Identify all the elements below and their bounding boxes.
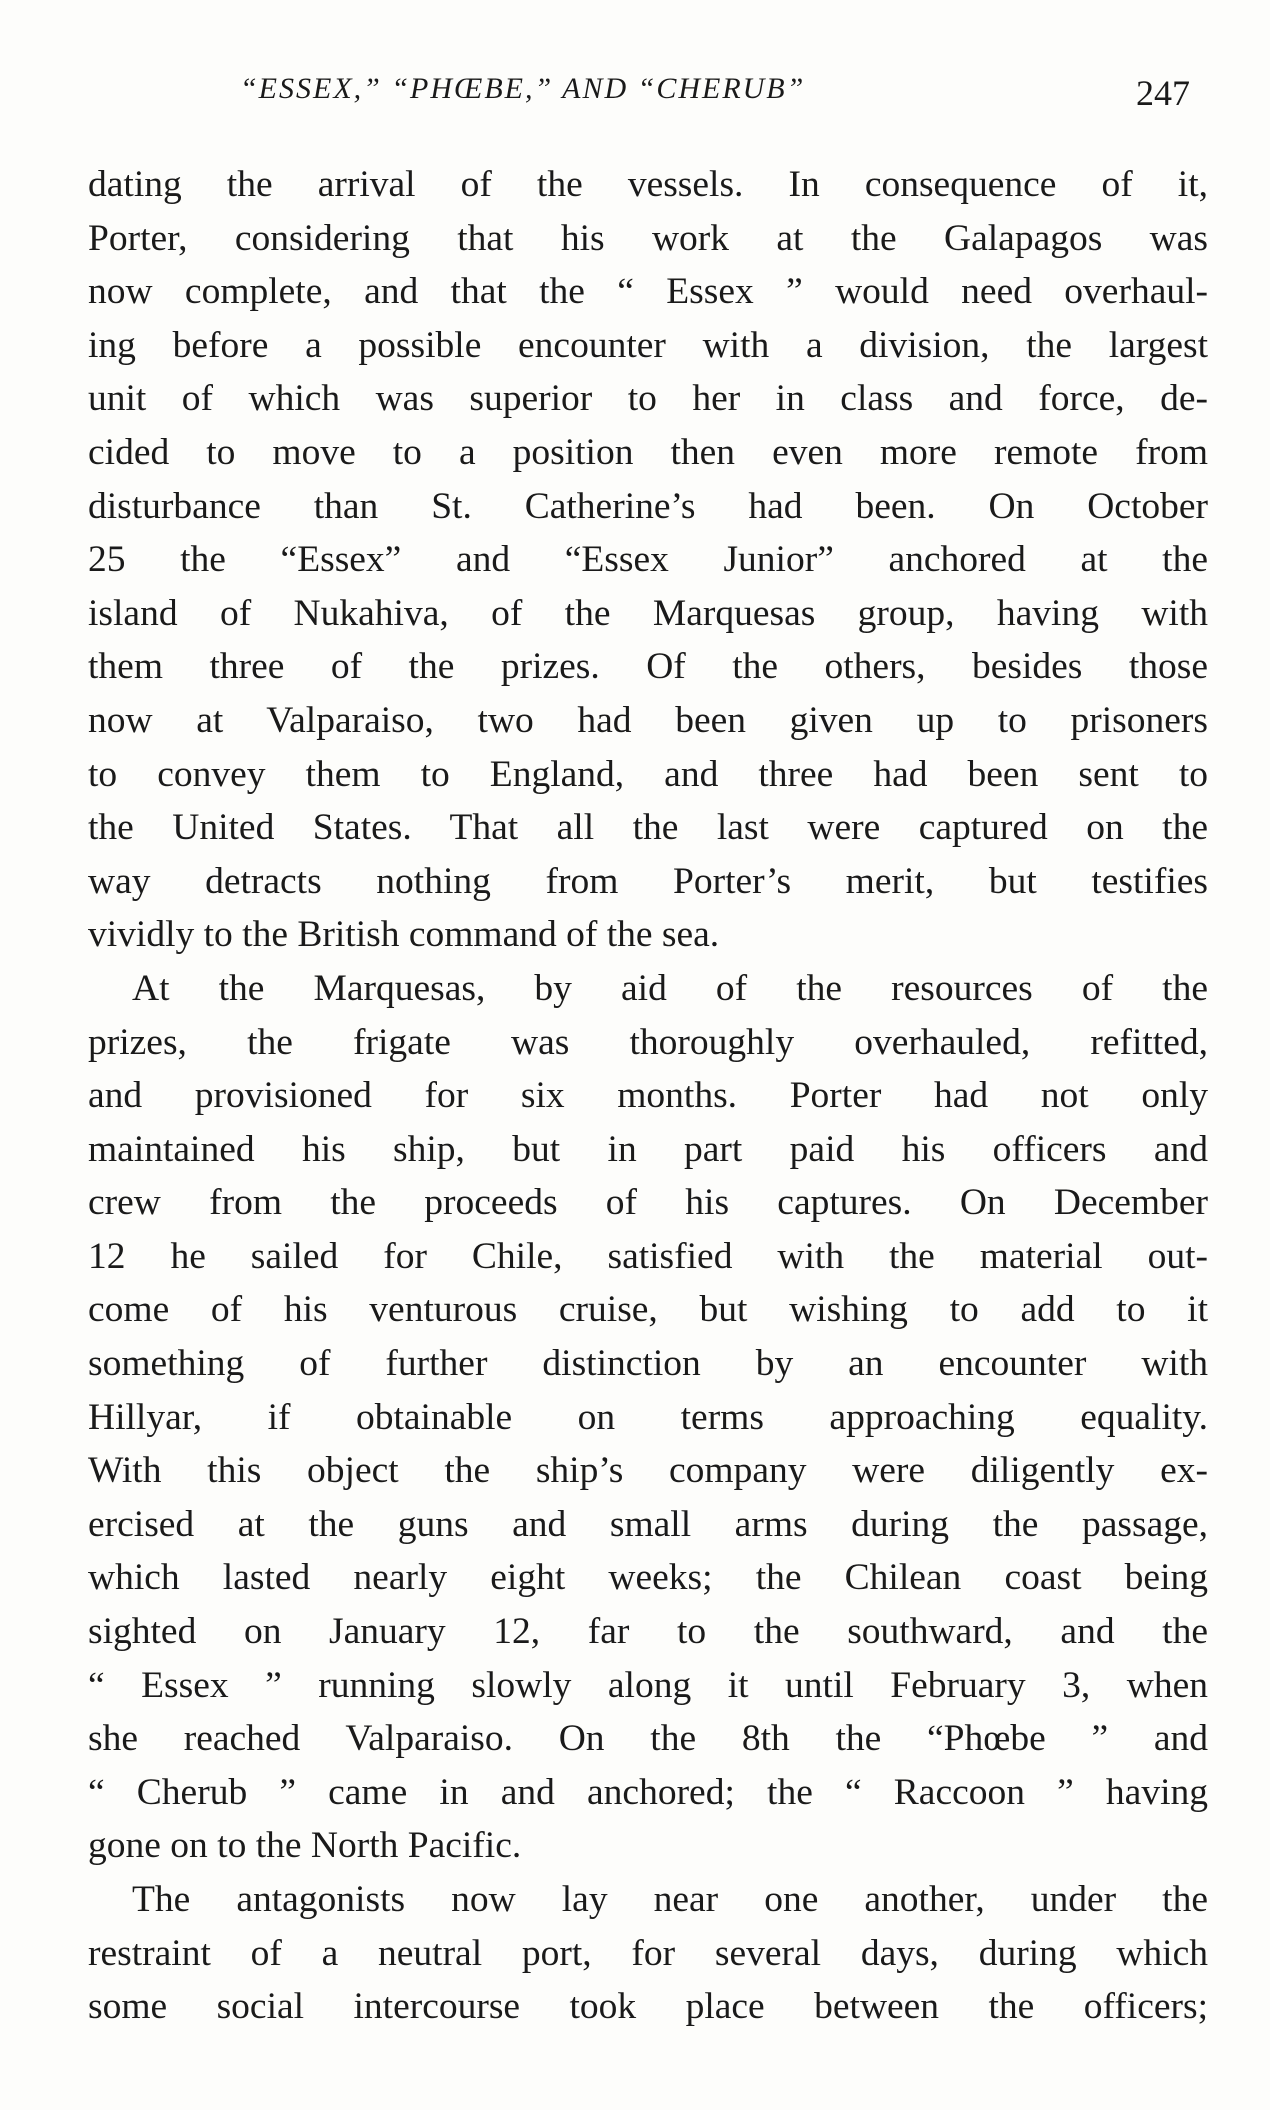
text-line: some social intercourse took place between the officers;	[88, 1986, 1208, 2028]
text-line: something of further distinction by an encounter with	[88, 1343, 1208, 1385]
text-line: ercised at the guns and small arms during the passage,	[88, 1503, 1208, 1545]
text-line: the United States. That all the last were captured on the	[88, 807, 1208, 849]
text-line: disturbance than St. Catherine’s had been. On October	[88, 485, 1208, 527]
text-line: she reached Valparaiso. On the 8th the “Phœbe ” and	[88, 1718, 1208, 1760]
text-line: 12 he sailed for Chile, satisfied with the material out-	[88, 1235, 1208, 1277]
text-line: and provisioned for six months. Porter had not only	[88, 1075, 1208, 1117]
text-line: island of Nukahiva, of the Marquesas group, having with	[88, 592, 1208, 634]
text-line: way detracts nothing from Porter’s merit, but testifies	[88, 860, 1208, 902]
text-line: ing before a possible encounter with a division, the largest	[88, 324, 1208, 366]
text-line: Porter, considering that his work at the Galapagos was	[88, 217, 1208, 259]
text-line: now at Valparaiso, two had been given up to prisoners	[88, 699, 1208, 741]
text-line: At the Marquesas, by aid of the resources of the	[132, 967, 1208, 1009]
text-line: gone on to the North Pacific.	[88, 1825, 522, 1867]
text-line: unit of which was superior to her in class and force, de-	[88, 378, 1208, 420]
text-line: sighted on January 12, far to the southward, and the	[88, 1611, 1208, 1653]
text-line: With this object the ship’s company were diligently ex-	[88, 1450, 1208, 1492]
text-line: Hillyar, if obtainable on terms approaching equality.	[88, 1396, 1208, 1438]
text-line: maintained his ship, but in part paid his officers and	[88, 1128, 1208, 1170]
text-line: crew from the proceeds of his captures. On December	[88, 1182, 1208, 1224]
page-header	[240, 72, 1190, 124]
text-line: to convey them to England, and three had been sent to	[88, 753, 1208, 795]
text-line: cided to move to a position then even more remote from	[88, 431, 1208, 473]
text-line: vividly to the British command of the sea.	[88, 914, 720, 956]
text-line: come of his venturous cruise, but wishing to add to it	[88, 1289, 1208, 1331]
body-text	[88, 158, 1208, 2034]
text-line: which lasted nearly eight weeks; the Chilean coast being	[88, 1557, 1208, 1599]
text-line: “ Essex ” running slowly along it until February 3, when	[88, 1664, 1208, 1706]
text-line: restraint of a neutral port, for several days, during which	[88, 1932, 1208, 1974]
text-line: dating the arrival of the vessels. In consequence of it,	[88, 164, 1208, 205]
running-title: “ESSEX,” “PHŒBE,” AND “CHERUB”	[240, 72, 806, 105]
text-line: now complete, and that the “ Essex ” would need overhaul-	[88, 271, 1208, 313]
page-number: 247	[1136, 73, 1190, 113]
text-line: 25 the “Essex” and “Essex Junior” anchored at the	[88, 539, 1208, 581]
text-line: prizes, the frigate was thoroughly overhauled, refitted,	[88, 1021, 1208, 1063]
text-line: The antagonists now lay near one another, under the	[132, 1879, 1208, 1920]
text-line: them three of the prizes. Of the others, besides those	[88, 646, 1208, 688]
text-line: “ Cherub ” came in and anchored; the “ Raccoon ” having	[88, 1771, 1208, 1813]
